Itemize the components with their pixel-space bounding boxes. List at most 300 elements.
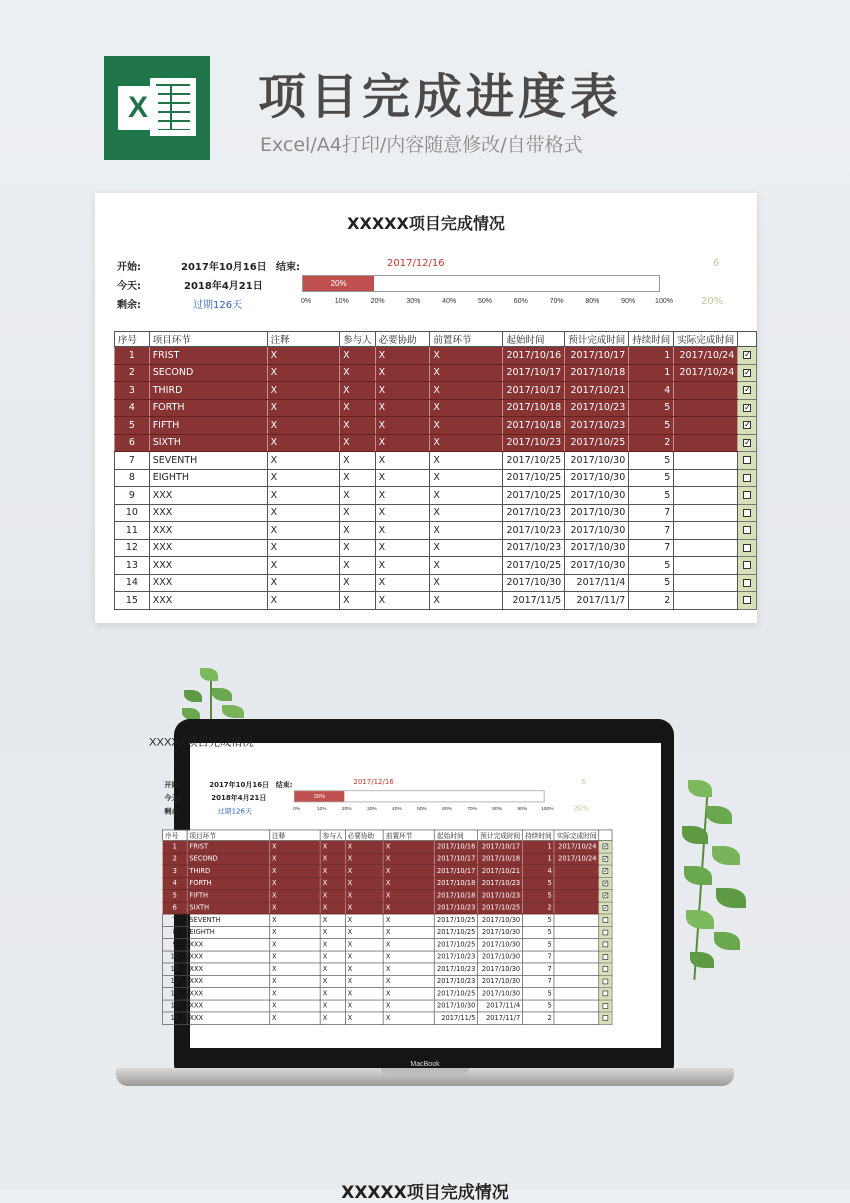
cell-pre: X: [383, 914, 434, 926]
cell-no: 3: [163, 865, 187, 877]
done-checkbox[interactable]: [603, 991, 609, 997]
table-row: [115, 364, 757, 382]
cell-plan: 2017/10/17: [478, 840, 523, 852]
progress-tick: 50%: [477, 298, 492, 305]
cell-actual: [554, 1012, 599, 1024]
cell-start: 2017/10/23: [503, 539, 565, 557]
sheet-title: XXXXX项目完成情况: [347, 214, 505, 233]
done-checkbox[interactable]: ✓: [603, 904, 609, 911]
column-header: 实际完成时间: [554, 830, 599, 841]
end-value: 2017/12/16: [387, 258, 445, 269]
cell-no: 3: [115, 382, 150, 400]
cell-who: X: [320, 865, 345, 877]
cell-no: 4: [163, 877, 187, 889]
logo-letter: X: [118, 86, 158, 130]
table-row: [163, 889, 612, 901]
done-checkbox[interactable]: [743, 474, 751, 482]
cell-note: X: [267, 399, 340, 417]
cell-pre: X: [383, 963, 434, 975]
cell-actual: [554, 914, 599, 926]
done-checkbox[interactable]: ✓: [744, 437, 751, 447]
cell-dur: 5: [629, 469, 674, 487]
progress-tick: 90%: [517, 806, 528, 812]
cell-help: X: [345, 1012, 383, 1024]
table-row: [115, 592, 757, 610]
cell-dur: 7: [523, 963, 555, 975]
done-cell: [599, 987, 612, 999]
progress-bar: [302, 275, 660, 292]
cell-plan: 2017/10/30: [478, 963, 523, 975]
cell-dur: 2: [629, 592, 674, 610]
done-checkbox[interactable]: [743, 596, 751, 604]
cell-who: X: [320, 1012, 345, 1024]
done-checkbox[interactable]: ✓: [603, 855, 609, 862]
cell-help: X: [345, 1000, 383, 1012]
cell-start: 2017/10/23: [503, 504, 565, 522]
cell-start: 2017/10/23: [435, 963, 478, 975]
cell-start: 2017/10/30: [435, 1000, 478, 1012]
today-value: 2018年4月21日: [211, 794, 267, 803]
done-checkbox[interactable]: ✓: [744, 350, 751, 360]
cell-plan: 2017/10/30: [478, 951, 523, 963]
cell-pre: X: [430, 574, 503, 592]
cell-dur: 5: [523, 914, 555, 926]
cell-note: X: [269, 926, 320, 938]
cell-dur: 5: [629, 417, 674, 435]
done-checkbox[interactable]: ✓: [744, 402, 751, 412]
done-cell: [738, 382, 757, 400]
cell-no: 15: [115, 592, 150, 610]
column-header: 参与人: [320, 830, 345, 841]
column-header: 注释: [269, 830, 320, 841]
cell-pre: X: [430, 364, 503, 382]
progress-side-label: 20%: [573, 805, 589, 813]
cell-pre: X: [430, 417, 503, 435]
table-body: [163, 840, 612, 1024]
column-header: 持续时间: [629, 332, 674, 347]
cell-who: X: [320, 877, 345, 889]
cell-note: X: [267, 539, 340, 557]
done-checkbox[interactable]: [743, 509, 751, 517]
cell-help: X: [375, 539, 430, 557]
cell-plan: 2017/10/30: [565, 504, 629, 522]
cell-plan: 2017/11/4: [565, 574, 629, 592]
cell-help: X: [375, 487, 430, 505]
done-checkbox[interactable]: [603, 979, 609, 985]
bottom-caption: XXXXX项目完成情况: [341, 1183, 509, 1203]
cell-dur: 5: [629, 557, 674, 575]
table-header-row: [115, 332, 757, 347]
cell-note: X: [267, 557, 340, 575]
cell-name: XXX: [187, 951, 270, 963]
cell-pre: X: [383, 853, 434, 865]
cell-note: X: [269, 987, 320, 999]
cell-help: X: [345, 963, 383, 975]
cell-plan: 2017/10/30: [478, 975, 523, 987]
cell-start: 2017/10/18: [435, 877, 478, 889]
done-checkbox[interactable]: [743, 561, 751, 569]
cell-actual: [554, 975, 599, 987]
cell-note: X: [267, 592, 340, 610]
cell-name: XXX: [187, 938, 270, 950]
cell-dur: 5: [523, 938, 555, 950]
cell-actual: [554, 987, 599, 999]
cell-note: X: [267, 364, 340, 382]
cell-actual: [674, 452, 738, 470]
done-cell: [599, 877, 612, 889]
done-cell: [599, 865, 612, 877]
progress-tick: 100%: [541, 806, 554, 812]
done-checkbox[interactable]: ✓: [744, 385, 751, 395]
cell-help: X: [375, 434, 430, 452]
done-checkbox[interactable]: [743, 456, 751, 464]
progress-tick: 60%: [442, 806, 452, 812]
cell-start: 2017/10/25: [503, 469, 565, 487]
cell-who: X: [340, 504, 376, 522]
cell-dur: 5: [629, 487, 674, 505]
progress-tick: 10%: [334, 298, 349, 305]
progress-tick: 20%: [341, 806, 352, 812]
cell-actual: [674, 557, 738, 575]
cell-plan: 2017/10/23: [478, 889, 523, 901]
cell-pre: X: [383, 1000, 434, 1012]
cell-actual: [674, 522, 738, 540]
cell-actual: [674, 469, 738, 487]
done-checkbox[interactable]: [603, 1015, 609, 1021]
cell-actual: [554, 926, 599, 938]
cell-no: 6: [163, 902, 187, 914]
cell-help: X: [375, 452, 430, 470]
column-header: 起始时间: [435, 830, 478, 841]
cell-dur: 4: [629, 382, 674, 400]
remain-label: 剩余:: [164, 807, 182, 816]
today-label: 今天:: [164, 794, 182, 803]
cell-plan: 2017/10/30: [565, 469, 629, 487]
done-checkbox[interactable]: [603, 942, 609, 948]
cell-pre: X: [430, 522, 503, 540]
cell-actual: [674, 434, 738, 452]
cell-plan: 2017/10/18: [478, 853, 523, 865]
cell-who: X: [320, 889, 345, 901]
done-cell: [738, 452, 757, 470]
column-header: 项目环节: [187, 830, 270, 841]
cell-plan: 2017/11/7: [478, 1012, 523, 1024]
cell-name: THIRD: [149, 382, 267, 400]
cell-actual: [674, 382, 738, 400]
done-checkbox[interactable]: ✓: [603, 867, 609, 874]
cell-start: 2017/11/5: [435, 1012, 478, 1024]
cell-who: X: [340, 469, 376, 487]
start-value: 2017年10月16日: [209, 781, 270, 789]
cell-pre: X: [383, 975, 434, 987]
cell-dur: 4: [523, 865, 555, 877]
cell-pre: X: [383, 926, 434, 938]
done-checkbox[interactable]: ✓: [744, 420, 751, 430]
cell-who: X: [320, 902, 345, 914]
cell-dur: 1: [629, 364, 674, 382]
cell-note: X: [267, 434, 340, 452]
column-header: 起始时间: [503, 332, 565, 347]
cell-plan: 2017/10/25: [565, 434, 629, 452]
completed-count: 6: [581, 778, 587, 787]
cell-actual: [674, 487, 738, 505]
cell-pre: X: [383, 840, 434, 852]
done-checkbox[interactable]: [743, 526, 751, 534]
cell-plan: 2017/11/7: [565, 592, 629, 610]
done-cell: [738, 364, 757, 382]
today-label: 今天:: [117, 281, 141, 292]
cell-name: EIGHTH: [187, 926, 270, 938]
cell-start: 2017/10/25: [435, 926, 478, 938]
progress-fill: 20%: [303, 276, 374, 291]
cell-no: 12: [115, 539, 150, 557]
cell-plan: 2017/10/30: [565, 522, 629, 540]
cell-name: XXX: [149, 557, 267, 575]
cell-dur: 7: [629, 539, 674, 557]
cell-no: 1: [163, 840, 187, 852]
spreadsheet-preview: [95, 193, 757, 623]
cell-help: X: [345, 853, 383, 865]
cell-start: 2017/10/18: [503, 417, 565, 435]
cell-dur: 5: [523, 877, 555, 889]
cell-plan: 2017/10/23: [565, 417, 629, 435]
cell-name: SECOND: [187, 853, 270, 865]
progress-fill: 20%: [295, 791, 345, 802]
column-header: 实际完成时间: [674, 332, 738, 347]
cell-no: 2: [163, 853, 187, 865]
table-row: [163, 1000, 612, 1012]
cell-name: XXX: [149, 539, 267, 557]
done-checkbox[interactable]: [603, 966, 609, 972]
done-cell: [738, 487, 757, 505]
cell-no: 2: [115, 364, 150, 382]
column-header: 预计完成时间: [565, 332, 629, 347]
remain-label: 剩余:: [117, 300, 141, 311]
cell-start: 2017/10/16: [503, 347, 565, 365]
table-header-row: [163, 830, 612, 841]
cell-name: XXX: [149, 504, 267, 522]
table-row: [115, 382, 757, 400]
table-row: [163, 902, 612, 914]
cell-name: SIXTH: [149, 434, 267, 452]
cell-help: X: [345, 975, 383, 987]
done-checkbox[interactable]: [603, 1003, 609, 1009]
table-row: [115, 487, 757, 505]
page-title: 项目完成进度表: [258, 69, 623, 125]
cell-name: XXX: [187, 975, 270, 987]
cell-plan: 2017/10/25: [478, 902, 523, 914]
laptop-screen-content: [149, 733, 612, 1034]
cell-actual: [554, 938, 599, 950]
cell-who: X: [320, 987, 345, 999]
cell-dur: 5: [629, 399, 674, 417]
cell-actual: [674, 574, 738, 592]
cell-no: 7: [115, 452, 150, 470]
cell-help: X: [345, 914, 383, 926]
start-label: 开始:: [117, 262, 141, 273]
cell-plan: 2017/10/30: [565, 487, 629, 505]
cell-start: 2017/10/16: [435, 840, 478, 852]
cell-actual: 2017/10/24: [674, 347, 738, 365]
cell-who: X: [320, 963, 345, 975]
column-header: 项目环节: [149, 332, 267, 347]
cell-help: X: [345, 951, 383, 963]
table-row: [163, 865, 612, 877]
table-row: [115, 417, 757, 435]
cell-pre: X: [430, 592, 503, 610]
column-header: [738, 332, 757, 347]
done-cell: [599, 914, 612, 926]
logo-grid: [156, 84, 190, 130]
cell-note: X: [269, 889, 320, 901]
table-row: [163, 840, 612, 852]
today-value: 2018年4月21日: [184, 281, 263, 292]
cell-help: X: [375, 347, 430, 365]
cell-note: X: [267, 452, 340, 470]
table-row: [115, 347, 757, 365]
cell-who: X: [340, 452, 376, 470]
cell-no: 14: [115, 574, 150, 592]
cell-note: X: [269, 853, 320, 865]
cell-name: XXX: [149, 574, 267, 592]
table-row: [115, 574, 757, 592]
cell-name: XXX: [149, 592, 267, 610]
table-row: [115, 452, 757, 470]
cell-help: X: [375, 417, 430, 435]
done-checkbox[interactable]: ✓: [603, 892, 609, 899]
done-cell: [738, 417, 757, 435]
cell-no: 5: [115, 417, 150, 435]
done-checkbox[interactable]: [743, 491, 751, 499]
done-checkbox[interactable]: [603, 930, 609, 936]
cell-plan: 2017/10/30: [565, 557, 629, 575]
done-checkbox[interactable]: [743, 544, 751, 552]
progress-tick: 20%: [370, 298, 385, 305]
cell-help: X: [345, 865, 383, 877]
table-row: [115, 504, 757, 522]
cell-who: X: [340, 347, 376, 365]
cell-no: 7: [163, 914, 187, 926]
cell-start: 2017/10/25: [503, 452, 565, 470]
cell-actual: [674, 592, 738, 610]
cell-plan: 2017/10/23: [565, 399, 629, 417]
cell-pre: X: [383, 865, 434, 877]
cell-note: X: [269, 951, 320, 963]
done-cell: [599, 902, 612, 914]
cell-name: XXX: [187, 1000, 270, 1012]
cell-name: XXX: [149, 487, 267, 505]
column-header: 前置环节: [430, 332, 503, 347]
cell-start: 2017/10/25: [435, 938, 478, 950]
table-body: [115, 347, 757, 610]
cell-start: 2017/10/17: [503, 382, 565, 400]
cell-dur: 7: [629, 522, 674, 540]
done-cell: [738, 539, 757, 557]
cell-dur: 2: [523, 902, 555, 914]
cell-note: X: [269, 1012, 320, 1024]
cell-dur: 7: [523, 975, 555, 987]
progress-tick: 100%: [655, 298, 673, 305]
cell-plan: 2017/10/30: [565, 539, 629, 557]
cell-no: 6: [115, 434, 150, 452]
cell-dur: 7: [629, 504, 674, 522]
cell-dur: 5: [629, 574, 674, 592]
cell-who: X: [340, 522, 376, 540]
table-row: [115, 434, 757, 452]
cell-name: FIFTH: [149, 417, 267, 435]
done-checkbox[interactable]: ✓: [603, 843, 609, 850]
cell-pre: X: [383, 951, 434, 963]
cell-note: X: [267, 487, 340, 505]
cell-start: 2017/10/18: [435, 889, 478, 901]
cell-help: X: [345, 877, 383, 889]
cell-help: X: [345, 902, 383, 914]
cell-dur: 1: [523, 840, 555, 852]
table-row: [115, 557, 757, 575]
cell-dur: 5: [523, 889, 555, 901]
cell-who: X: [340, 434, 376, 452]
cell-help: X: [375, 399, 430, 417]
progress-side-label: 20%: [701, 296, 724, 307]
cell-plan: 2017/11/4: [478, 1000, 523, 1012]
cell-who: X: [320, 914, 345, 926]
cell-help: X: [375, 592, 430, 610]
cell-start: 2017/10/23: [503, 434, 565, 452]
cell-actual: [554, 877, 599, 889]
table-row: [163, 963, 612, 975]
progress-tick: 40%: [442, 298, 457, 305]
progress-tick: 10%: [316, 806, 327, 812]
end-value: 2017/12/16: [353, 778, 394, 787]
table-row: [163, 914, 612, 926]
cell-who: X: [340, 592, 376, 610]
cell-note: X: [269, 914, 320, 926]
cell-actual: [554, 963, 599, 975]
cell-who: X: [340, 399, 376, 417]
cell-pre: X: [430, 347, 503, 365]
sheet-title: XXXXX项目完成情况: [149, 736, 254, 749]
cell-no: 5: [163, 889, 187, 901]
remain-value: 过期126天: [217, 807, 252, 816]
cell-pre: X: [430, 557, 503, 575]
cell-no: 4: [115, 399, 150, 417]
progress-tick: 60%: [513, 298, 528, 305]
column-header: 序号: [163, 830, 187, 841]
table-row: [163, 987, 612, 999]
done-checkbox[interactable]: ✓: [603, 879, 609, 887]
done-checkbox[interactable]: [603, 954, 609, 960]
cell-help: X: [375, 504, 430, 522]
cell-dur: 7: [523, 951, 555, 963]
cell-start: 2017/10/25: [435, 987, 478, 999]
cell-dur: 2: [523, 1012, 555, 1024]
cell-name: FIFTH: [187, 889, 270, 901]
progress-tick: 40%: [392, 806, 402, 812]
cell-no: 12: [163, 975, 187, 987]
cell-start: 2017/10/17: [435, 865, 478, 877]
done-checkbox[interactable]: ✓: [744, 367, 751, 377]
cell-start: 2017/10/23: [435, 951, 478, 963]
done-checkbox[interactable]: [603, 917, 609, 923]
cell-who: X: [340, 487, 376, 505]
table-row: [163, 877, 612, 889]
done-checkbox[interactable]: [743, 579, 751, 587]
cell-help: X: [345, 926, 383, 938]
laptop-screen: [149, 736, 661, 1048]
done-cell: [738, 434, 757, 452]
cell-no: 1: [115, 347, 150, 365]
end-label: 结束:: [276, 262, 300, 273]
